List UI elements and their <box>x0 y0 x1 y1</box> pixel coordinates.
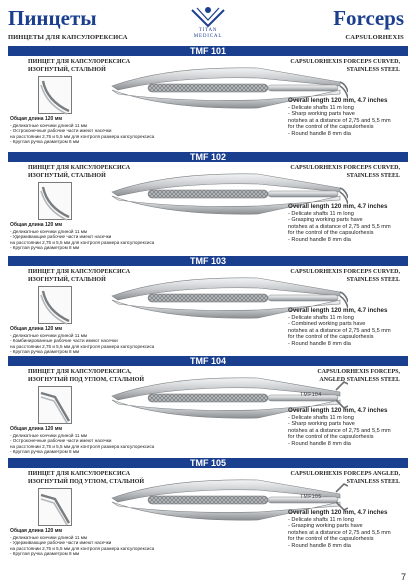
product-heading-en: CAPSULORHEXIS FORCEPS CURVED, STAINLESS STEEL <box>290 59 400 73</box>
tip-detail-image <box>38 386 72 424</box>
product-section-tmf103 <box>8 256 408 360</box>
product-section-tmf105 <box>8 458 408 562</box>
page-header <box>0 0 416 46</box>
product-specs-en: Overall length 120 mm, 4.7 inches - Delicate shafts 11 m long - Grasping working parts have notshes at a distance of 2,75 and 5,5 mm for the control of the capsulorhexis - Round handle 8 mm dia <box>288 203 391 243</box>
product-specs-en: Overall length 120 mm, 4.7 inches - Delicate shafts 11 m long - Combined working parts have notshes at a distance of 2,75 and 5,5 mm for the control of the capsulorhexis - Round handle 8 mm dia <box>288 307 391 347</box>
product-heading-en: CAPSULORHEXIS FORCEPS ANGLED, STAINLESS STEEL <box>290 471 400 485</box>
product-code: TMF 105 <box>189 458 226 468</box>
product-heading-ru: ПИНЦЕТ ДЛЯ КАПСУЛОРЕКСИСА ИЗОГНУТЫЙ, СТАЛЬНОЙ <box>28 165 131 179</box>
product-section-tmf101 <box>8 46 408 150</box>
product-specs-ru: Общая длина 120 мм - Деликатные кончики длиной 11 мм - Остроконечные рабочие части имеют насечки на расстоянии 2,75 и 5,5 мм для контроля размера капсулорексиса - Круглая ручка диаметром 8 мм <box>10 426 155 455</box>
tip-detail-image <box>38 286 72 324</box>
product-section-tmf102 <box>8 152 408 256</box>
product-heading-en: CAPSULORHEXIS FORCEPS CURVED, STAINLESS STEEL <box>290 165 400 179</box>
tip-detail-image <box>38 182 72 220</box>
product-heading-en: CAPSULORHEXIS FORCEPS, ANGLED STAINLESS STEEL <box>317 369 400 383</box>
tip-detail-image <box>38 488 72 526</box>
product-code: TMF 102 <box>189 152 226 162</box>
page-subtitle-en: CAPSULORHEXIS <box>345 34 404 41</box>
product-specs-ru: Общая длина 120 мм - Деликатные кончики длиной 11 мм - Удерживающие рабочие части имеют насечки на расстоянии 2,75 и 5,5 мм для контроля размера капсулорексиса - Круглая ручка диаметром 8 мм <box>10 528 155 557</box>
product-specs-en: Overall length 120 mm, 4.7 inches - Delicate shafts 11 m long - Sharp working parts have notshes at a distance of 2,75 and 5,5 mm for the control of the capsulorhexis - Round handle 8 mm dia <box>288 97 391 137</box>
product-heading-ru: ПИНЦЕТ ДЛЯ КАПСУЛОРЕКСИСА ИЗОГНУТЫЙ ПОД УГЛОМ, СТАЛЬНОЙ <box>28 471 145 485</box>
product-heading-en: CAPSULORHEXIS FORCEPS CURVED, STAINLESS STEEL <box>290 269 400 283</box>
product-heading-ru: ПИНЦЕТ ДЛЯ КАПСУЛОРЕКСИСА, ИЗОГНУТЫЙ ПОД УГЛОМ, СТАЛЬНОЙ <box>28 369 145 383</box>
product-code: TMF 103 <box>189 256 226 266</box>
product-section-tmf104 <box>8 356 408 460</box>
product-specs-ru: Общая длина 120 мм - Деликатные кончики длиной 11 мм - Удерживающие рабочие части имеют насечки на расстоянии 2,75 и 5,5 мм для контроля размера капсулорексиса - Круглая ручка диаметром 8 мм <box>10 222 155 251</box>
handle-engraving: TMF105 <box>300 494 322 500</box>
product-specs-ru: Общая длина 120 мм - Деликатные кончики длиной 11 мм - Остроконечные рабочие части имеют насечки на расстоянии 2,75 и 5,5 мм для контроля размера капсулорексиса - Круглая ручка диаметром 8 мм <box>10 116 155 145</box>
tip-detail-image <box>38 76 72 114</box>
logo-text: TITAN MEDICAL <box>193 28 223 39</box>
page-number: 7 <box>400 572 406 582</box>
product-specs-en: Overall length 120 mm, 4.7 inches - Delicate shafts 11 m long - Grasping working parts have notshes at a distance of 2,75 and 5,5 mm for the control of the capsulorhexis - Round handle 8 mm dia <box>288 509 391 549</box>
page-subtitle-ru: ПИНЦЕТЫ ДЛЯ КАПСУЛОРЕКСИСА <box>8 34 128 41</box>
product-heading-ru: ПИНЦЕТ ДЛЯ КАПСУЛОРЕКСИСА ИЗОГНУТЫЙ, СТАЛЬНОЙ <box>28 269 131 283</box>
product-specs-ru: Общая длина 120 мм - Деликатные кончики длиной 11 мм - Комбинированные рабочие части имеют насечки на расстоянии 2,75 и 5,5 мм для контроля размера капсулорексиса - Круглая ручка диаметром 8 мм <box>10 326 155 355</box>
handle-engraving: TMF104 <box>300 392 322 398</box>
product-code: TMF 104 <box>189 356 226 366</box>
product-specs-en: Overall length 120 mm, 4.7 inches - Delicate shafts 11 m long - Sharp working parts have notshes at a distance of 2,75 and 5,5 mm for the control of the capsulorhexis - Round handle 8 mm dia <box>288 407 391 447</box>
page-title-ru: Пинцеты <box>8 6 97 30</box>
page-title-en: Forceps <box>333 6 404 30</box>
product-heading-ru: ПИНЦЕТ ДЛЯ КАПСУЛОРЕКСИСА ИЗОГНУТЫЙ, СТАЛЬНОЙ <box>28 59 131 73</box>
product-code: TMF 101 <box>189 46 226 56</box>
